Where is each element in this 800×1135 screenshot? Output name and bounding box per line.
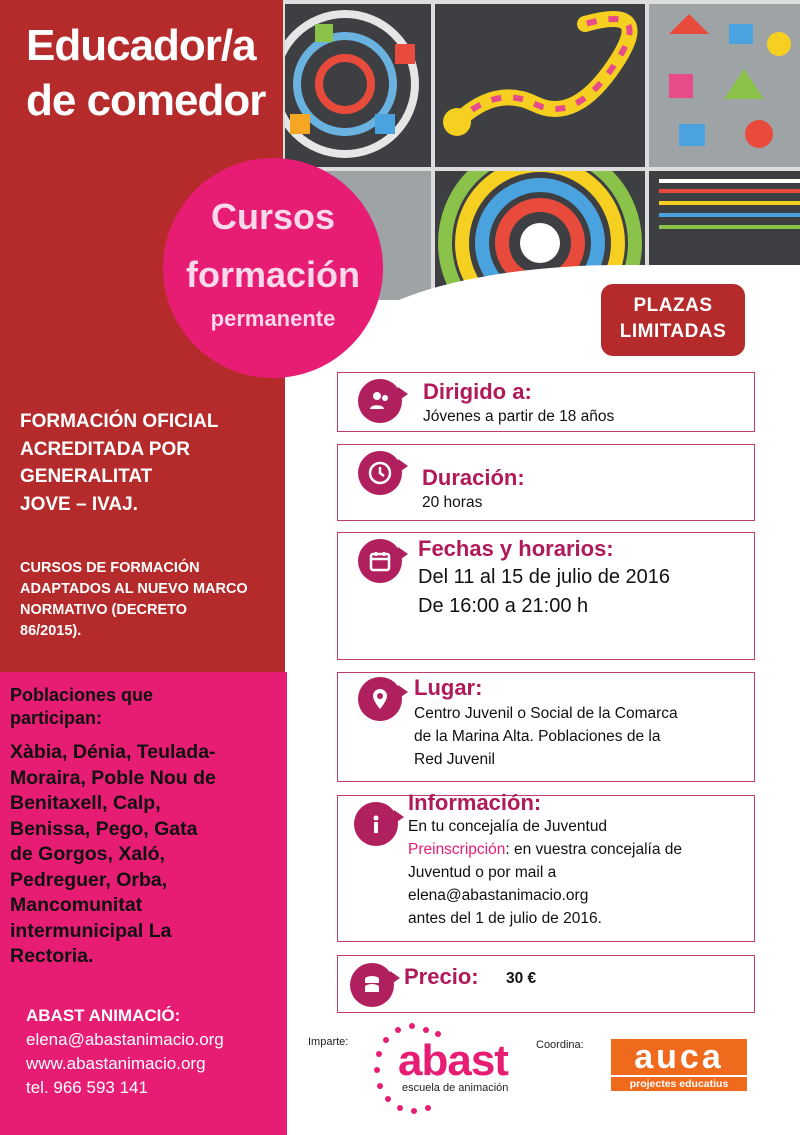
dirigido-text: Jóvenes a partir de 18 años: [423, 408, 615, 425]
poblaciones-list: [10, 740, 282, 970]
poblaciones-line: Xàbia, Dénia, Teulada-: [10, 741, 216, 763]
poblaciones-line: Moraira, Poble Nou de: [10, 766, 216, 789]
poblaciones-line: intermunicipal La: [10, 919, 172, 942]
duracion-box: [337, 444, 755, 521]
poblaciones-line: Pedreguer, Orba,: [10, 868, 168, 891]
poblaciones-line: Rectoria.: [10, 945, 94, 968]
official-accreditation: [20, 408, 218, 518]
poblaciones-line: de Gorgos, Xaló,: [10, 843, 165, 866]
poblaciones-line: Benissa, Pego, Gata: [10, 817, 198, 840]
informacion-email-link[interactable]: elena@abastanimacio.org: [408, 887, 589, 904]
page-title: [26, 18, 265, 128]
photo-letter-spiral: [285, 4, 431, 167]
circle-line-2: formación: [185, 254, 361, 295]
contact-web-link[interactable]: www.abastanimacio.org: [26, 1054, 206, 1074]
lugar-line: Red Juvenil: [414, 751, 495, 768]
dirigido-title: Dirigido a:: [423, 379, 532, 404]
informacion-line: En tu concejalía de Juventud: [408, 818, 608, 835]
auca-logo: [611, 1039, 747, 1091]
informacion-preinscripcion: [408, 839, 682, 861]
adapted-line: CURSOS DE FORMACIÓN: [20, 560, 200, 576]
poblaciones-line: Benitaxell, Calp,: [10, 792, 161, 815]
info-icon: [354, 802, 398, 846]
people-icon: [358, 379, 402, 423]
limited-places-badge: [601, 284, 745, 356]
official-line: ACREDITADA POR: [20, 438, 190, 460]
informacion-line: antes del 1 de julio de 2016.: [408, 910, 602, 927]
badge-line-2: LIMITADAS: [619, 320, 727, 342]
title-line-1: Educador/a: [26, 21, 256, 70]
abast-logo-subtitle: escuela de animación: [402, 1082, 509, 1094]
duracion-title: Duración:: [422, 465, 525, 490]
adapted-line: ADAPTADOS AL NUEVO MARCO: [20, 581, 248, 598]
official-line: FORMACIÓN OFICIAL: [20, 411, 219, 432]
official-line: JOVE – IVAJ.: [20, 493, 138, 515]
circle-line-1: Cursos: [210, 196, 336, 237]
location-pin-icon: [358, 677, 402, 721]
circle-line-3: permanente: [210, 306, 336, 331]
coins-icon: [350, 963, 394, 1007]
snake-graphic: [435, 4, 645, 167]
imparte-label: Imparte:: [308, 1036, 349, 1048]
lugar-line: de la Marina Alta. Poblaciones de la: [414, 728, 661, 745]
badge-line-1: PLAZAS: [633, 295, 713, 316]
poblaciones-line: Mancomunitat: [10, 894, 143, 917]
duracion-text: 20 horas: [422, 494, 483, 511]
official-line: GENERALITAT: [20, 466, 153, 488]
precio-value: 30 €: [506, 970, 537, 987]
courses-circle: [163, 158, 383, 378]
fechas-hours: De 16:00 a 21:00 h: [418, 595, 589, 617]
letter-spiral-graphic: [285, 4, 431, 167]
informacion-title: Información:: [408, 790, 542, 815]
adapted-line: 86/2015).: [20, 623, 82, 640]
shapes-graphic: [649, 4, 800, 167]
auca-logo-text: auca: [611, 1039, 747, 1075]
coordina-label: Coordina:: [536, 1039, 584, 1051]
fechas-title: Fechas y horarios:: [418, 536, 614, 561]
lugar-line: Centro Juvenil o Social de la Comarca: [414, 705, 678, 722]
poblaciones-heading: [10, 684, 280, 731]
lugar-box: [337, 672, 755, 782]
abast-logo-text: abast: [398, 1036, 508, 1085]
preinscripcion-label: Preinscripción: [408, 841, 506, 858]
auca-logo-subtitle: projectes educatius: [611, 1077, 747, 1091]
clock-icon: [358, 451, 402, 495]
adapted-line: NORMATIVO (DECRETO: [20, 602, 188, 619]
preinscripcion-text: : en vuestra concejalía de: [505, 841, 682, 858]
lugar-title: Lugar:: [414, 675, 483, 700]
contact-name: ABAST ANIMACIÓ:: [26, 1006, 181, 1025]
fechas-dates: Del 11 al 15 de julio de 2016: [418, 566, 671, 588]
photo-shapes: [649, 4, 800, 167]
precio-box: [337, 955, 755, 1013]
contact-phone[interactable]: tel. 966 593 141: [26, 1078, 148, 1098]
title-line-2: de comedor: [26, 76, 266, 125]
contact-block: [26, 1004, 224, 1101]
informacion-line: Juventud o por mail a: [408, 864, 557, 881]
calendar-icon: [358, 539, 402, 583]
poblaciones-heading-line: participan:: [10, 708, 103, 729]
contact-email-link[interactable]: elena@abastanimacio.org: [26, 1030, 224, 1050]
adapted-courses-note: [20, 558, 282, 642]
precio-title: Precio:: [404, 964, 479, 989]
fechas-box: [337, 532, 755, 660]
poblaciones-heading-line: Poblaciones que: [10, 685, 154, 705]
photo-snake: [435, 4, 645, 167]
informacion-box: [337, 790, 755, 942]
dirigido-box: [337, 372, 755, 432]
